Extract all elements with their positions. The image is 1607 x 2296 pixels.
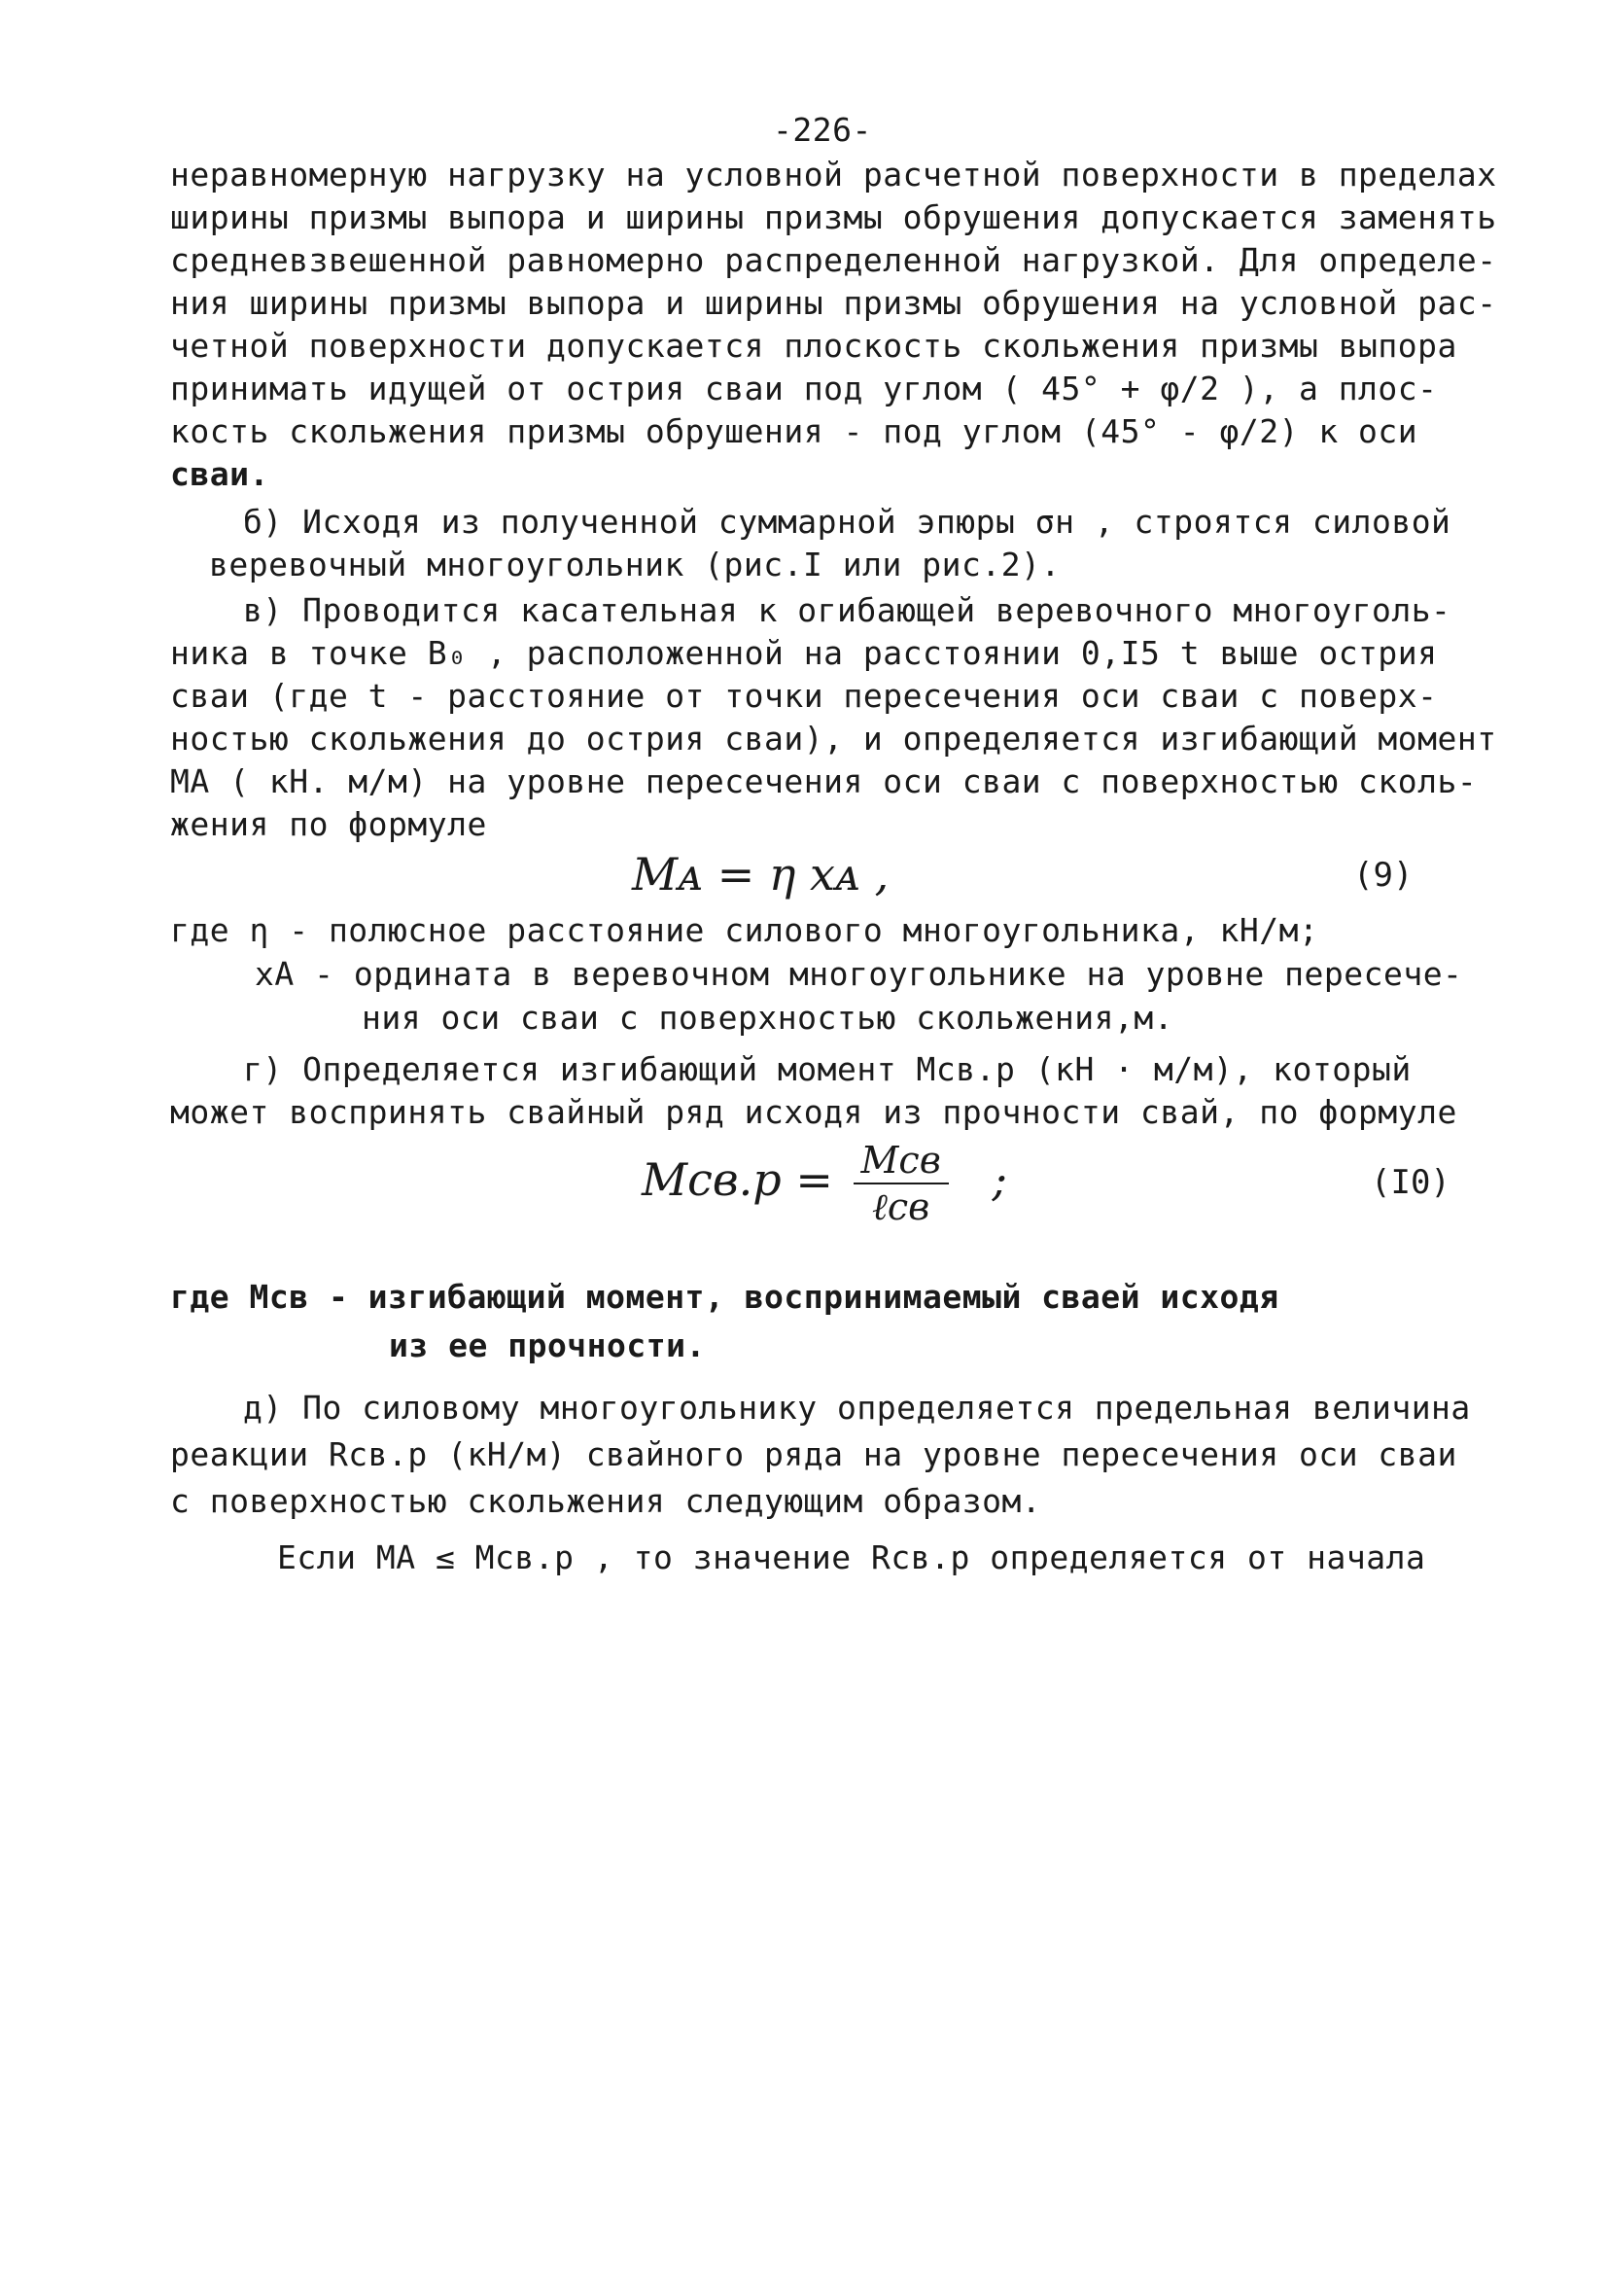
formula-10-fraction: [854, 1138, 949, 1229]
text-line: ника в точке B₀ , расположенной на расстоянии 0,I5 t выше острия: [170, 634, 1438, 672]
text-line: четной поверхности допускается плоскость скольжения призмы выпора: [170, 327, 1457, 365]
equation-number-9: (9): [1353, 856, 1414, 895]
formula-9: Mᴀ = η xᴀ ,: [632, 848, 890, 901]
text-line: неравномерную нагрузку на условной расчетной поверхности в пределах: [170, 156, 1497, 194]
text-line: реакции Rсв.р (кН/м) свайного ряда на уровне пересечения оси сваи: [170, 1435, 1457, 1473]
formula-10-denominator: ℓсв: [872, 1185, 930, 1228]
text-line: MA ( кН. м/м) на уровне пересечения оси сваи с поверхностью сколь-: [170, 762, 1478, 800]
text-line: б) Исходя из полученной суммарной эпюры σн , строятся силовой: [243, 503, 1451, 541]
text-line: Если MA ≤ Mсв.р , то значение Rсв.р определяется от начала: [277, 1538, 1426, 1576]
text-line: принимать идущей от острия сваи под углом ( 45° + φ/2 ), а плос-: [170, 370, 1438, 407]
text-line: веревочный многоугольник (рис.I или рис.2).: [209, 546, 1061, 583]
text-line: xA - ордината в веревочном многоугольнике на уровне пересече-: [255, 955, 1463, 993]
text-line: где Mсв - изгибающий момент, воспринимаемый сваей исходя: [170, 1278, 1279, 1316]
text-line: из ее прочности.: [389, 1326, 706, 1364]
equation-number-10: (I0): [1371, 1163, 1450, 1202]
formula-10-numerator: Mсв: [854, 1138, 949, 1184]
text-line: кость скольжения призмы обрушения - под углом (45° - φ/2) к оси: [170, 412, 1418, 450]
formula-10: [642, 1138, 1007, 1229]
text-line: может воспринять свайный ряд исходя из прочности свай, по формуле: [170, 1093, 1457, 1131]
text-line: ширины призмы выпора и ширины призмы обрушения допускается заменять: [170, 198, 1497, 236]
text-line: в) Проводится касательная к огибающей веревочного многоуголь-: [243, 591, 1451, 629]
text-line: где η - полюсное расстояние силового многоугольника, кН/м;: [170, 911, 1319, 949]
formula-10-lhs: Mсв.р =: [642, 1153, 833, 1206]
text-line: сваи (где t - расстояние от точки пересечения оси сваи с поверх-: [170, 677, 1438, 715]
text-line: г) Определяется изгибающий момент Mсв.р (кН · м/м), который: [243, 1050, 1412, 1088]
formula-10-tail: ;: [992, 1153, 1007, 1206]
text-line: с поверхностью скольжения следующим образом.: [170, 1482, 1042, 1520]
text-line: д) По силовому многоугольнику определяется предельная величина: [243, 1389, 1471, 1427]
text-line: ностью скольжения до острия сваи), и определяется изгибающий момент: [170, 720, 1497, 758]
text-line: средневзвешенной равномерно распределенной нагрузкой. Для определе-: [170, 241, 1497, 279]
text-line: жения по формуле: [170, 805, 487, 843]
text-line: ния оси сваи с поверхностью скольжения,м.: [362, 999, 1174, 1037]
text-line: сваи.: [170, 455, 269, 493]
page-number: -226-: [773, 111, 872, 149]
text-line: ния ширины призмы выпора и ширины призмы обрушения на условной рас-: [170, 284, 1497, 322]
